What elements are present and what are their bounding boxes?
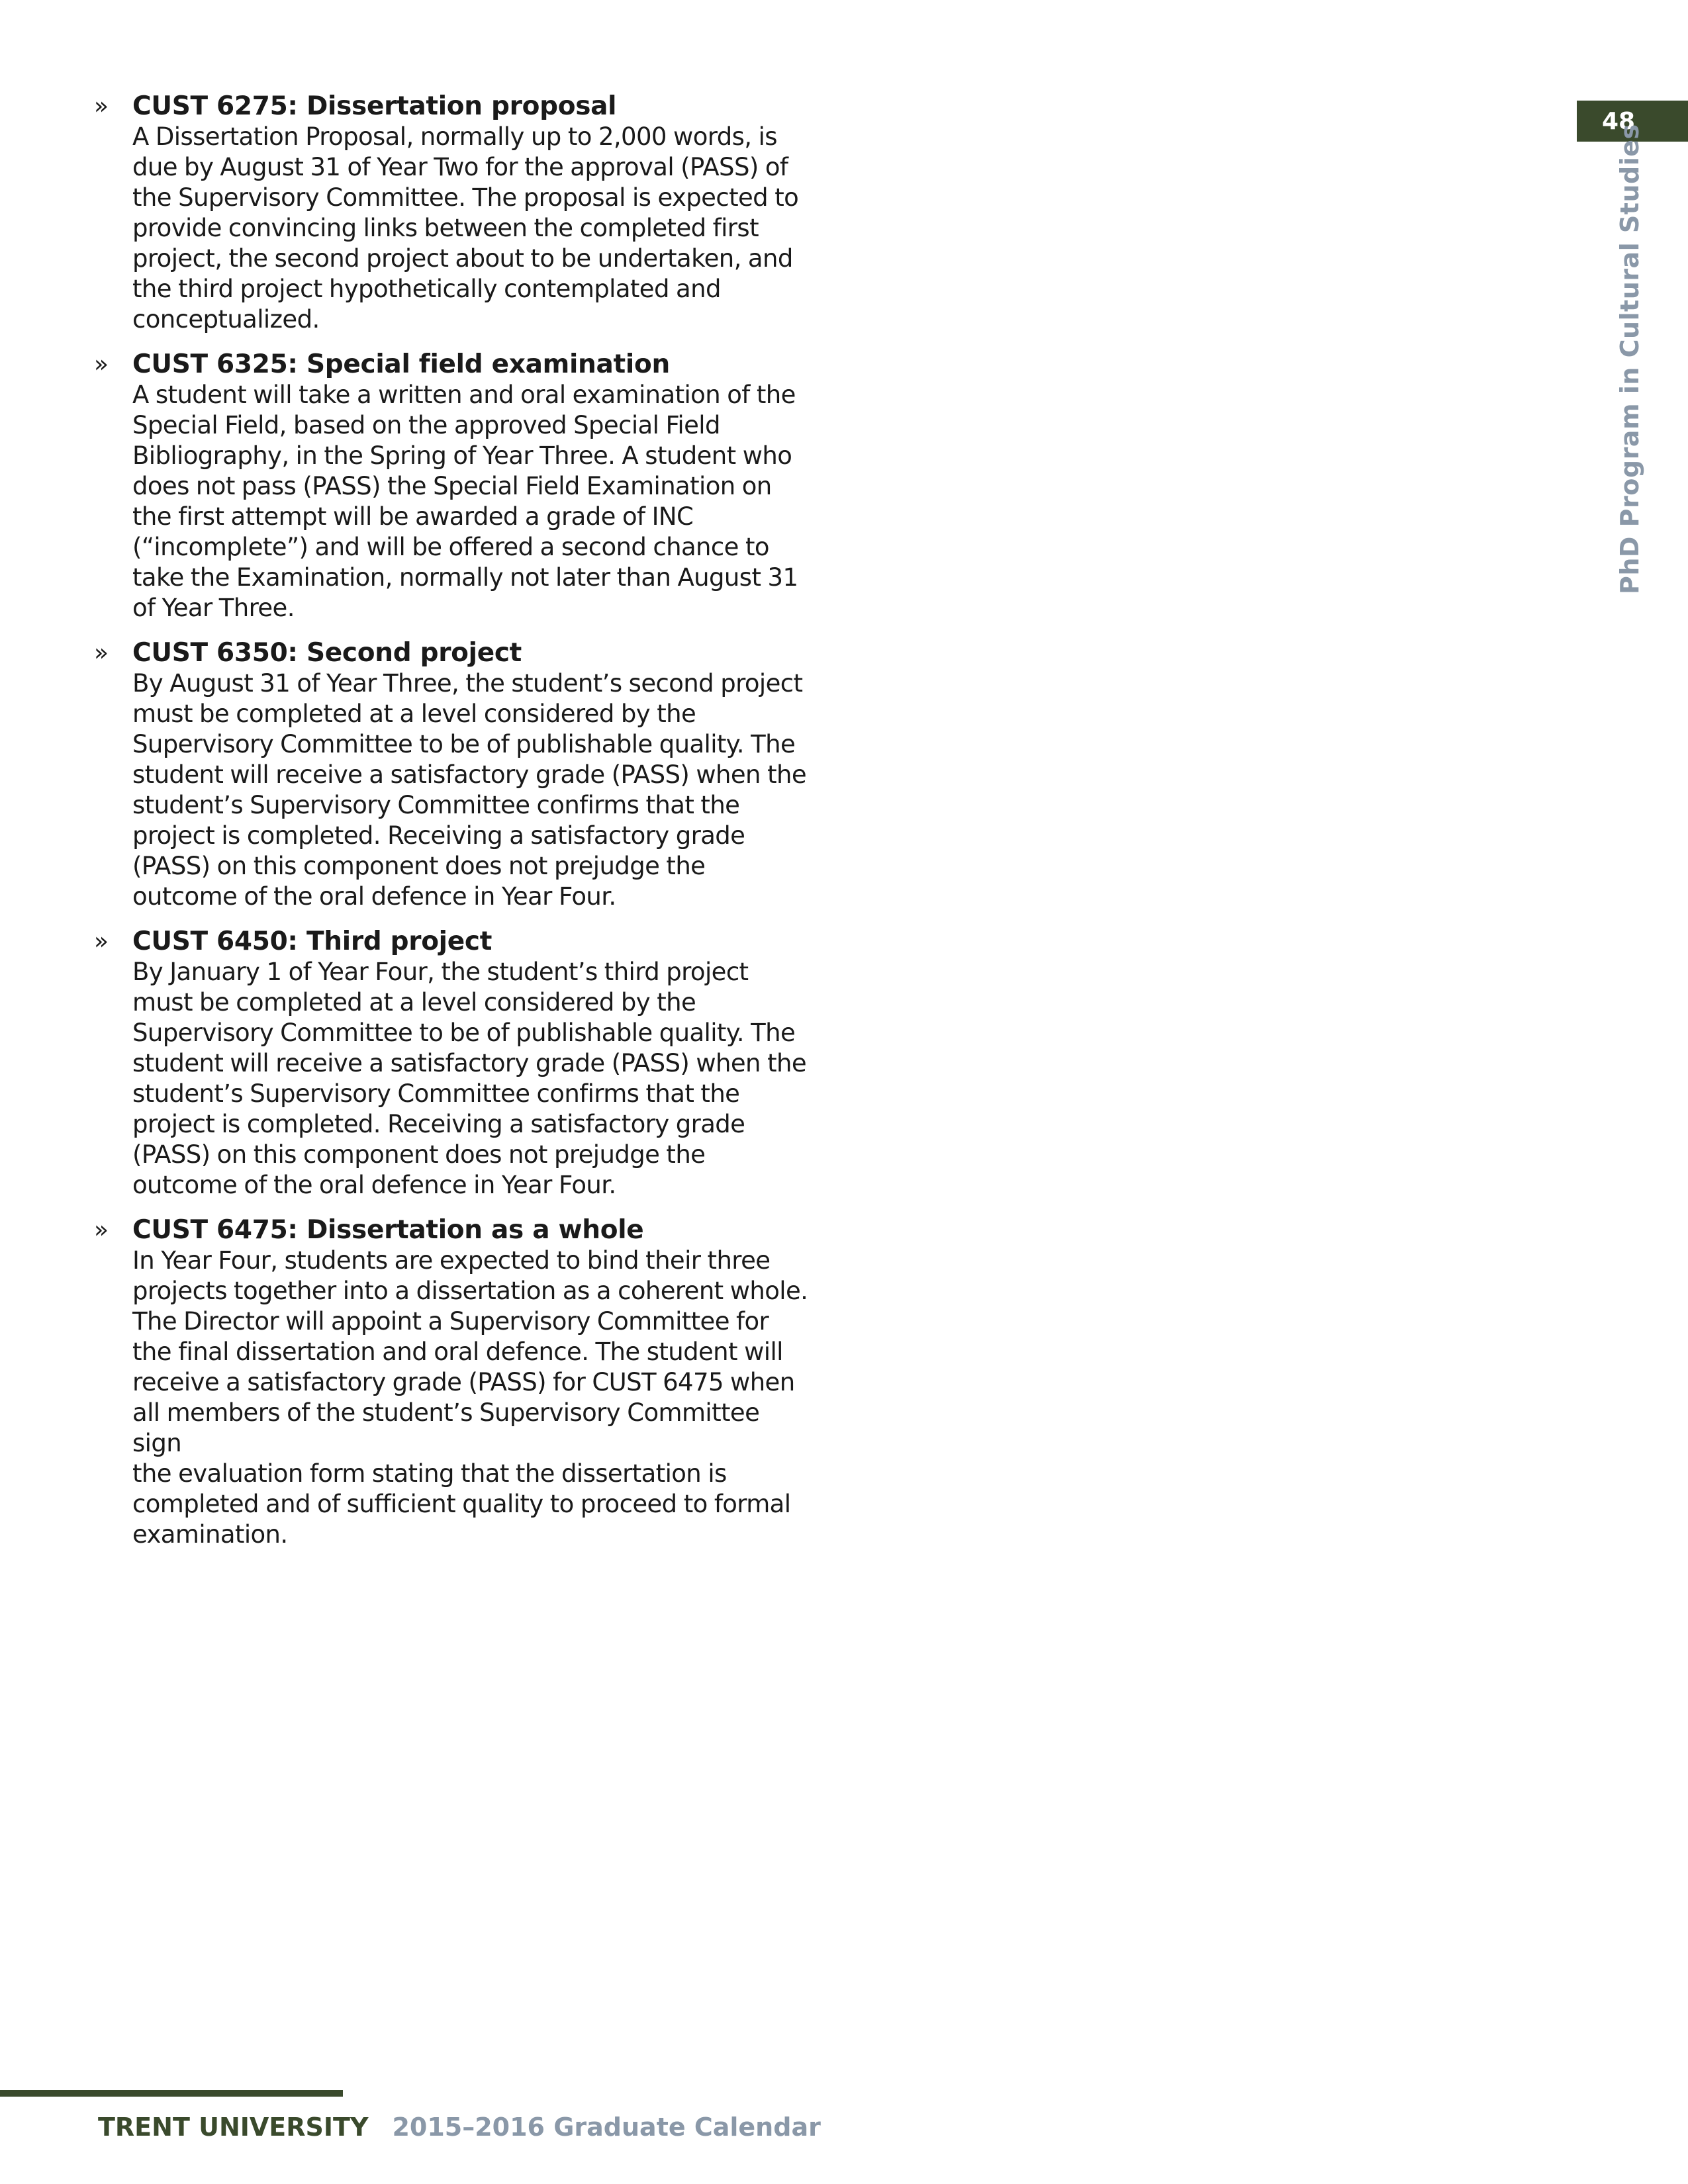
description-line: must be completed at a level considered by the — [132, 988, 696, 1017]
description-line: the first attempt will be awarded a grade of INC — [132, 502, 694, 531]
course-title: CUST 6350: Second project — [132, 638, 522, 668]
page-number: 48 — [1577, 101, 1688, 142]
description-line: must be completed at a level considered by the — [132, 700, 696, 728]
description-line: of Year Three. — [132, 594, 295, 622]
course-title: CUST 6325: Special field examination — [132, 349, 670, 379]
course-item — [94, 1215, 809, 1550]
description-line: projects together into a dissertation as a coherent whole. — [132, 1277, 808, 1305]
description-line: provide convincing links between the completed first — [132, 214, 759, 242]
course-item — [94, 349, 809, 623]
description-line: receive a satisfactory grade (PASS) for CUST 6475 when — [132, 1368, 795, 1396]
description-line: By August 31 of Year Three, the student’s second project — [132, 669, 803, 698]
description-line: conceptualized. — [132, 305, 320, 334]
course-title: CUST 6275: Dissertation proposal — [132, 91, 617, 121]
course-item — [94, 638, 809, 912]
side-title — [1615, 124, 1648, 594]
description-line: Bibliography, in the Spring of Year Three. A student who — [132, 441, 792, 470]
footer — [98, 2111, 821, 2143]
description-line: project, the second project about to be undertaken, and — [132, 244, 793, 273]
description-line: Supervisory Committee to be of publishable quality. The — [132, 730, 796, 758]
description-line: outcome of the oral defence in Year Four. — [132, 882, 616, 911]
description-line: take the Examination, normally not later than August 31 — [132, 563, 798, 592]
bullet-icon: » — [94, 1216, 109, 1244]
course-description — [132, 1246, 809, 1550]
description-line: all members of the student’s Supervisory Committee sign — [132, 1398, 760, 1457]
description-line: A student will take a written and oral examination of the — [132, 381, 796, 409]
description-line: project is completed. Receiving a satisfactory grade — [132, 1110, 745, 1138]
course-description — [132, 380, 809, 623]
bullet-icon: » — [94, 351, 109, 378]
description-line: project is completed. Receiving a satisfactory grade — [132, 821, 745, 850]
course-list — [94, 91, 809, 1565]
description-line: examination. — [132, 1520, 288, 1549]
description-line: student will receive a satisfactory grade (PASS) when the — [132, 1049, 806, 1077]
description-line: student’s Supervisory Committee confirms that the — [132, 1079, 740, 1108]
description-line: student’s Supervisory Committee confirms that the — [132, 791, 740, 819]
description-line: By January 1 of Year Four, the student’s third project — [132, 958, 749, 986]
footer-university: TRENT UNIVERSITY — [98, 2113, 369, 2142]
description-line: the third project hypothetically contemplated and — [132, 275, 721, 303]
description-line: The Director will appoint a Supervisory Committee for — [132, 1307, 769, 1336]
bullet-icon: » — [94, 93, 109, 120]
description-line: the final dissertation and oral defence. The student will — [132, 1338, 783, 1366]
description-line: does not pass (PASS) the Special Field Examination on — [132, 472, 772, 500]
description-line: the Supervisory Committee. The proposal is expected to — [132, 183, 799, 212]
footer-rule — [0, 2090, 343, 2097]
description-line: outcome of the oral defence in Year Four. — [132, 1171, 616, 1199]
course-description — [132, 668, 809, 912]
side-title-text: PhD Program in Cultural Studies — [1615, 124, 1644, 594]
description-line: Supervisory Committee to be of publishable quality. The — [132, 1019, 796, 1047]
description-line: the evaluation form stating that the dissertation is — [132, 1459, 727, 1488]
description-line: Special Field, based on the approved Special Field — [132, 411, 720, 439]
description-line: completed and of sufficient quality to proceed to formal — [132, 1490, 791, 1518]
description-line: A Dissertation Proposal, normally up to 2,000 words, is — [132, 122, 777, 151]
description-line: due by August 31 of Year Two for the approval (PASS) of — [132, 153, 788, 181]
description-line: (PASS) on this component does not prejudge the — [132, 1140, 706, 1169]
footer-calendar: 2015–2016 Graduate Calendar — [392, 2113, 821, 2142]
course-description — [132, 957, 809, 1201]
description-line: In Year Four, students are expected to bind their three — [132, 1246, 771, 1275]
bullet-icon: » — [94, 928, 109, 955]
description-line: student will receive a satisfactory grade (PASS) when the — [132, 760, 806, 789]
course-description — [132, 122, 809, 335]
course-title: CUST 6475: Dissertation as a whole — [132, 1215, 644, 1245]
bullet-icon: » — [94, 639, 109, 666]
course-item — [94, 927, 809, 1201]
description-line: (“incomplete”) and will be offered a second chance to — [132, 533, 769, 561]
description-line: (PASS) on this component does not prejudge the — [132, 852, 706, 880]
course-title: CUST 6450: Third project — [132, 927, 492, 956]
course-item — [94, 91, 809, 335]
